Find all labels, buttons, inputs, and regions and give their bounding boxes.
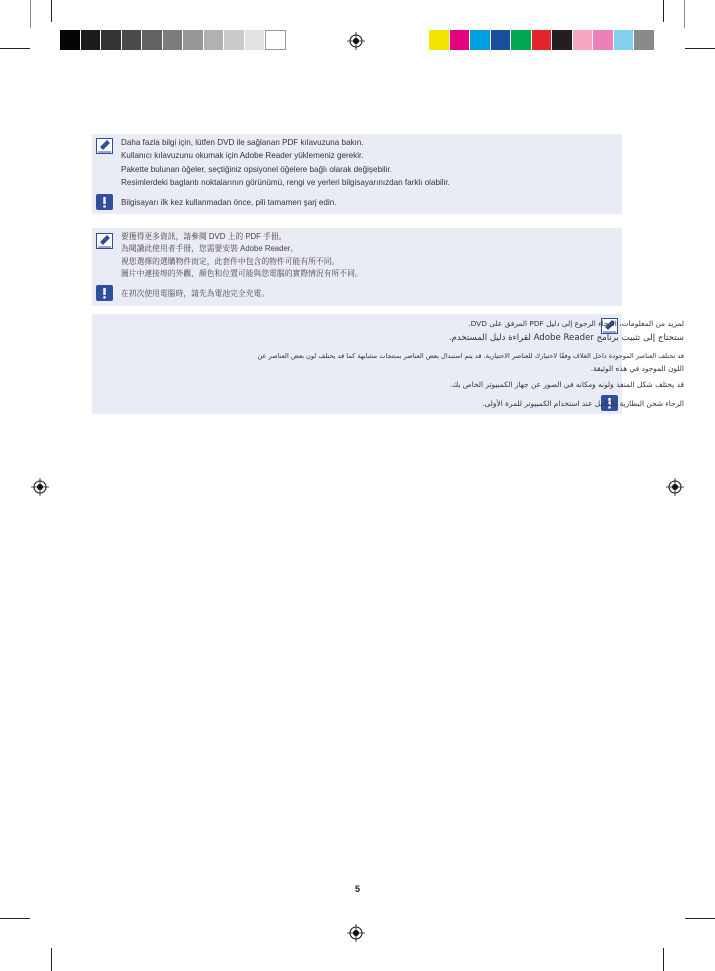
process-color-bar: [429, 30, 655, 50]
color-swatch: [634, 30, 655, 50]
tr-note-line-4: Resimlerdeki baglantı noktalarının görünümü, rengi ve yerleri bilgisayarınızdan farklı olabilir.: [121, 178, 450, 187]
color-swatch: [573, 30, 594, 50]
warning-exclamation-icon: [96, 194, 113, 210]
registration-mark-top: [347, 32, 365, 50]
tr-note-line-3: Pakette bulunan öğeler, seçtiğiniz opsiyonel öğelere bağlı olarak değişebilir.: [121, 165, 392, 174]
warning-exclamation-icon: [96, 285, 113, 301]
color-swatch: [224, 30, 245, 50]
page-number: 5: [354, 884, 360, 894]
color-swatch: [552, 30, 573, 50]
note-pencil-icon: [96, 138, 113, 154]
zh-note-line-2: 為閱讀此使用者手冊，您需要安裝 Adobe Reader。: [121, 244, 299, 253]
color-swatch: [429, 30, 450, 50]
ar-note-line-3: قد تختلف العناصر الموجودة داخل الغلاف وفقًا لاختيارك للعناصر الاختيارية. قد يتم استبدال بعض العناصر بمنتجات مشابهة كما قد يختلف لون بعض العناصر عن: [257, 352, 684, 360]
color-swatch: [101, 30, 122, 50]
color-swatch: [470, 30, 491, 50]
grayscale-color-bar: [60, 30, 286, 50]
color-swatch: [265, 30, 286, 50]
color-swatch: [450, 30, 471, 50]
color-swatch: [142, 30, 163, 50]
ar-note-line-1: لمزيد من المعلومات، الرجاء الرجوع إلى دليل PDF المرفق على DVD.: [468, 319, 684, 328]
color-swatch: [122, 30, 143, 50]
color-swatch: [593, 30, 614, 50]
color-swatch: [614, 30, 635, 50]
color-swatch: [163, 30, 184, 50]
ar-note-line-4: اللون الموجود في هذه الوثيقة.: [590, 364, 684, 373]
zh-note-line-4: 圖片中連接埠的外觀、顏色和位置可能與您電腦的實際情況有所不同。: [121, 269, 363, 278]
color-swatch: [491, 30, 512, 50]
ar-warning-text: الرجاء شحن البطارية بالكامل عند استخدام الكمبيوتر للمرة الأولى.: [482, 399, 684, 408]
color-swatch: [245, 30, 266, 50]
note-pencil-icon: [96, 233, 113, 249]
tr-note-line-1: Daha fazla bilgi için, lütfen DVD ile sağlanan PDF kılavuzuna bakın.: [121, 138, 364, 147]
color-swatch: [511, 30, 532, 50]
zh-note-line-3: 視您選擇的選購物件而定，此套件中包含的物件可能有所不同。: [121, 257, 340, 266]
registration-mark-right: [666, 478, 684, 496]
zh-note-line-1: 要獲得更多資訊，請參閱 DVD 上的 PDF 手冊。: [121, 232, 287, 241]
color-swatch: [532, 30, 553, 50]
color-swatch: [60, 30, 81, 50]
color-swatch: [81, 30, 102, 50]
zh-warning-text: 在初次使用電腦時，請先為電池完全充電。: [121, 289, 270, 298]
ar-note-line-2: ستحتاج إلى تثبيت برنامج Adobe Reader لقراءة دليل المستخدم.: [448, 333, 684, 343]
ar-note-line-5: قد يختلف شكل المنفذ ولونه ومكانه في الصور عن جهاز الكمبيوتر الخاص بك.: [449, 380, 684, 389]
tr-note-line-2: Kullanıcı kılavuzunu okumak için Adobe Reader yüklemeniz gerekir.: [121, 151, 364, 160]
registration-mark-left: [31, 478, 49, 496]
registration-mark-bottom: [347, 924, 365, 942]
color-swatch: [204, 30, 225, 50]
tr-warning-text: Bilgisayarı ilk kez kullanmadan önce, pili tamamen şarj edin.: [121, 198, 337, 207]
color-swatch: [183, 30, 204, 50]
